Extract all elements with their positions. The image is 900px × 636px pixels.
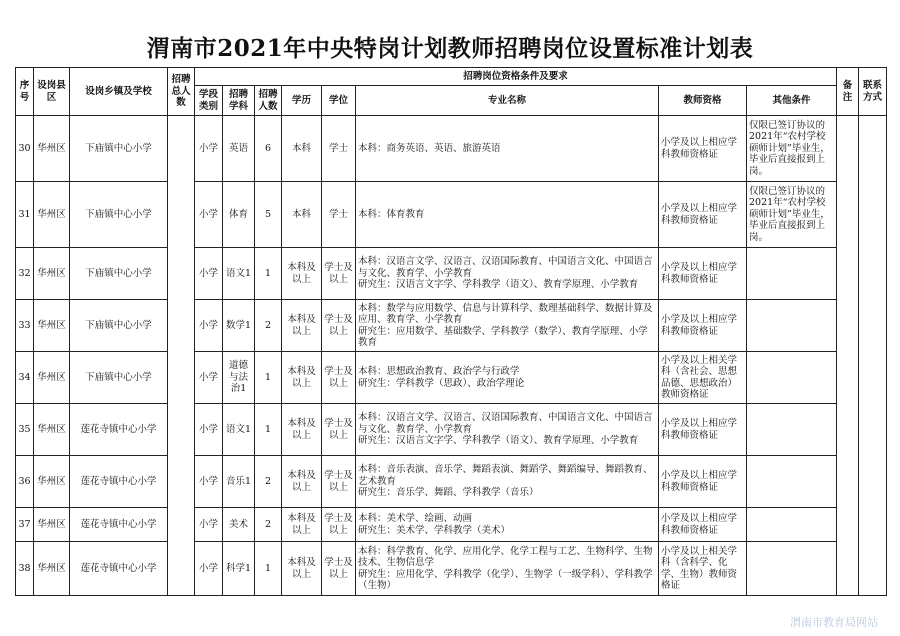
row-contact bbox=[859, 352, 887, 404]
row-subject: 语文1 bbox=[223, 248, 255, 300]
row-subject: 英语 bbox=[223, 116, 255, 182]
row-contact bbox=[859, 116, 887, 182]
row-stage: 小学 bbox=[195, 404, 223, 456]
row-seq: 37 bbox=[16, 508, 34, 542]
row-contact bbox=[859, 248, 887, 300]
header-stage: 学段类别 bbox=[195, 86, 223, 116]
row-county: 华州区 bbox=[34, 404, 70, 456]
header-subject: 招聘学科 bbox=[223, 86, 255, 116]
row-major: 本科：商务英语、英语、旅游英语 bbox=[356, 116, 659, 182]
row-county: 华州区 bbox=[34, 182, 70, 248]
row-seq: 36 bbox=[16, 456, 34, 508]
row-school: 下庙镇中心小学 bbox=[70, 116, 168, 182]
table-row bbox=[16, 352, 887, 404]
row-other: 仅限已签订协议的2021年“农村学校硕师计划”毕业生，毕业后直接报到上岗。 bbox=[747, 116, 837, 182]
row-qual: 小学及以上相应学科教师资格证 bbox=[659, 404, 747, 456]
row-major: 本科：音乐表演、音乐学、舞蹈表演、舞蹈学、舞蹈编导、舞蹈教育、艺术教育 研究生：音乐学、舞蹈、学科教学（音乐） bbox=[356, 456, 659, 508]
row-total bbox=[168, 300, 195, 352]
row-contact bbox=[859, 404, 887, 456]
row-other: 仅限已签订协议的2021年“农村学校硕师计划”毕业生，毕业后直接报到上岗。 bbox=[747, 182, 837, 248]
row-note bbox=[837, 508, 859, 542]
row-subject: 体育 bbox=[223, 182, 255, 248]
row-edu: 本科 bbox=[282, 182, 322, 248]
row-major: 本科：美术学、绘画、动画 研究生：美术学、学科教学（美术） bbox=[356, 508, 659, 542]
table-row bbox=[16, 248, 887, 300]
row-county: 华州区 bbox=[34, 542, 70, 596]
row-major: 本科：数学与应用数学、信息与计算科学、数理基础科学、数据计算及应用、教育学、小学教育 研究生：应用数学、基础数学、学科教学（数学）、教育学原理、小学教育 bbox=[356, 300, 659, 352]
row-stage: 小学 bbox=[195, 300, 223, 352]
row-degree: 学士 bbox=[322, 116, 356, 182]
row-qual: 小学及以上相应学科教师资格证 bbox=[659, 116, 747, 182]
row-note bbox=[837, 542, 859, 596]
page-title: 渭南市2021年中央特岗计划教师招聘岗位设置标准计划表 bbox=[146, 35, 754, 62]
row-other bbox=[747, 542, 837, 596]
row-subject: 美术 bbox=[223, 508, 255, 542]
row-seq: 31 bbox=[16, 182, 34, 248]
row-degree: 学士及以上 bbox=[322, 508, 356, 542]
row-edu: 本科 bbox=[282, 116, 322, 182]
row-school: 下庙镇中心小学 bbox=[70, 248, 168, 300]
row-contact bbox=[859, 542, 887, 596]
row-seq: 38 bbox=[16, 542, 34, 596]
row-school: 莲花寺镇中心小学 bbox=[70, 542, 168, 596]
row-edu: 本科及以上 bbox=[282, 352, 322, 404]
header-total: 招聘总人数 bbox=[168, 68, 195, 116]
row-qual: 小学及以上相关学科（含社会、思想品德、思想政治）教师资格证 bbox=[659, 352, 747, 404]
row-subject: 科学1 bbox=[223, 542, 255, 596]
header-note: 备注 bbox=[837, 68, 859, 116]
row-count: 2 bbox=[255, 456, 282, 508]
row-subject: 音乐1 bbox=[223, 456, 255, 508]
row-edu: 本科及以上 bbox=[282, 508, 322, 542]
row-other bbox=[747, 508, 837, 542]
row-count: 1 bbox=[255, 352, 282, 404]
row-stage: 小学 bbox=[195, 508, 223, 542]
row-other bbox=[747, 456, 837, 508]
row-other bbox=[747, 248, 837, 300]
header-qual: 教师资格 bbox=[659, 86, 747, 116]
row-note bbox=[837, 404, 859, 456]
row-other bbox=[747, 352, 837, 404]
row-seq: 32 bbox=[16, 248, 34, 300]
row-count: 2 bbox=[255, 508, 282, 542]
row-count: 2 bbox=[255, 300, 282, 352]
row-total bbox=[168, 456, 195, 508]
row-edu: 本科及以上 bbox=[282, 300, 322, 352]
row-qual: 小学及以上相应学科教师资格证 bbox=[659, 182, 747, 248]
table-row bbox=[16, 508, 887, 542]
row-qual: 小学及以上相应学科教师资格证 bbox=[659, 508, 747, 542]
row-degree: 学士 bbox=[322, 182, 356, 248]
row-stage: 小学 bbox=[195, 182, 223, 248]
row-stage: 小学 bbox=[195, 456, 223, 508]
table-row bbox=[16, 456, 887, 508]
table-row bbox=[16, 182, 887, 248]
header-edu: 学历 bbox=[282, 86, 322, 116]
row-county: 华州区 bbox=[34, 456, 70, 508]
row-contact bbox=[859, 182, 887, 248]
header-contact: 联系方式 bbox=[859, 68, 887, 116]
row-degree: 学士及以上 bbox=[322, 404, 356, 456]
row-seq: 30 bbox=[16, 116, 34, 182]
table-row bbox=[16, 116, 887, 182]
row-edu: 本科及以上 bbox=[282, 542, 322, 596]
header-count: 招聘人数 bbox=[255, 86, 282, 116]
row-note bbox=[837, 248, 859, 300]
row-county: 华州区 bbox=[34, 352, 70, 404]
row-county: 华州区 bbox=[34, 508, 70, 542]
row-count: 1 bbox=[255, 542, 282, 596]
row-major: 本科：汉语言文学、汉语言、汉语国际教育、中国语言文化、中国语言与文化、教育学、小学教育 研究生：汉语言文字学、学科教学（语文）、教育学原理、小学教育 bbox=[356, 248, 659, 300]
row-school: 下庙镇中心小学 bbox=[70, 300, 168, 352]
row-degree: 学士及以上 bbox=[322, 456, 356, 508]
row-note bbox=[837, 300, 859, 352]
row-county: 华州区 bbox=[34, 248, 70, 300]
row-school: 下庙镇中心小学 bbox=[70, 182, 168, 248]
row-count: 1 bbox=[255, 248, 282, 300]
header-seq: 序号 bbox=[16, 68, 34, 116]
row-stage: 小学 bbox=[195, 542, 223, 596]
row-county: 华州区 bbox=[34, 116, 70, 182]
row-contact bbox=[859, 456, 887, 508]
row-qual: 小学及以上相应学科教师资格证 bbox=[659, 456, 747, 508]
header-group: 招聘岗位资格条件及要求 bbox=[195, 68, 837, 86]
table-row bbox=[16, 300, 887, 352]
row-note bbox=[837, 182, 859, 248]
row-school: 莲花寺镇中心小学 bbox=[70, 508, 168, 542]
header-county: 设岗县区 bbox=[34, 68, 70, 116]
row-subject: 数学1 bbox=[223, 300, 255, 352]
row-school: 下庙镇中心小学 bbox=[70, 352, 168, 404]
row-degree: 学士及以上 bbox=[322, 542, 356, 596]
row-school: 莲花寺镇中心小学 bbox=[70, 404, 168, 456]
row-major: 本科：科学教育、化学、应用化学、化学工程与工艺、生物科学、生物技术、生物信息学 研究生：应用化学、学科教学（化学）、生物学（一级学科）、学科教学（生物） bbox=[356, 542, 659, 596]
row-total bbox=[168, 404, 195, 456]
row-count: 1 bbox=[255, 404, 282, 456]
row-total bbox=[168, 116, 195, 182]
row-seq: 33 bbox=[16, 300, 34, 352]
row-degree: 学士及以上 bbox=[322, 248, 356, 300]
row-major: 本科：汉语言文学、汉语言、汉语国际教育、中国语言文化、中国语言与文化、教育学、小学教育 研究生：汉语言文字学、学科教学（语文）、教育学原理、小学教育 bbox=[356, 404, 659, 456]
row-note bbox=[837, 456, 859, 508]
recruitment-table bbox=[15, 67, 887, 596]
row-other bbox=[747, 404, 837, 456]
row-qual: 小学及以上相应学科教师资格证 bbox=[659, 300, 747, 352]
header-school: 设岗乡镇及学校 bbox=[70, 68, 168, 116]
row-note bbox=[837, 116, 859, 182]
row-qual: 小学及以上相应学科教师资格证 bbox=[659, 248, 747, 300]
row-total bbox=[168, 352, 195, 404]
row-count: 6 bbox=[255, 116, 282, 182]
row-note bbox=[837, 352, 859, 404]
row-seq: 35 bbox=[16, 404, 34, 456]
row-edu: 本科及以上 bbox=[282, 404, 322, 456]
row-contact bbox=[859, 508, 887, 542]
header-major: 专业名称 bbox=[356, 86, 659, 116]
table-row bbox=[16, 542, 887, 596]
row-total bbox=[168, 182, 195, 248]
row-total bbox=[168, 542, 195, 596]
row-county: 华州区 bbox=[34, 300, 70, 352]
row-subject: 语文1 bbox=[223, 404, 255, 456]
row-stage: 小学 bbox=[195, 116, 223, 182]
header-other: 其他条件 bbox=[747, 86, 837, 116]
row-total bbox=[168, 508, 195, 542]
row-contact bbox=[859, 300, 887, 352]
row-subject: 道德与法治1 bbox=[223, 352, 255, 404]
row-seq: 34 bbox=[16, 352, 34, 404]
row-school: 莲花寺镇中心小学 bbox=[70, 456, 168, 508]
table-row bbox=[16, 404, 887, 456]
row-total bbox=[168, 248, 195, 300]
row-degree: 学士及以上 bbox=[322, 352, 356, 404]
row-other bbox=[747, 300, 837, 352]
row-stage: 小学 bbox=[195, 248, 223, 300]
row-qual: 小学及以上相关学科（含科学、化学、生物）教师资格证 bbox=[659, 542, 747, 596]
row-major: 本科：体育教育 bbox=[356, 182, 659, 248]
row-degree: 学士及以上 bbox=[322, 300, 356, 352]
row-edu: 本科及以上 bbox=[282, 456, 322, 508]
row-edu: 本科及以上 bbox=[282, 248, 322, 300]
watermark: 渭南市教育局网站 bbox=[790, 616, 878, 629]
row-major: 本科：思想政治教育、政治学与行政学 研究生：学科教学（思政）、政治学理论 bbox=[356, 352, 659, 404]
header-degree: 学位 bbox=[322, 86, 356, 116]
row-count: 5 bbox=[255, 182, 282, 248]
row-stage: 小学 bbox=[195, 352, 223, 404]
